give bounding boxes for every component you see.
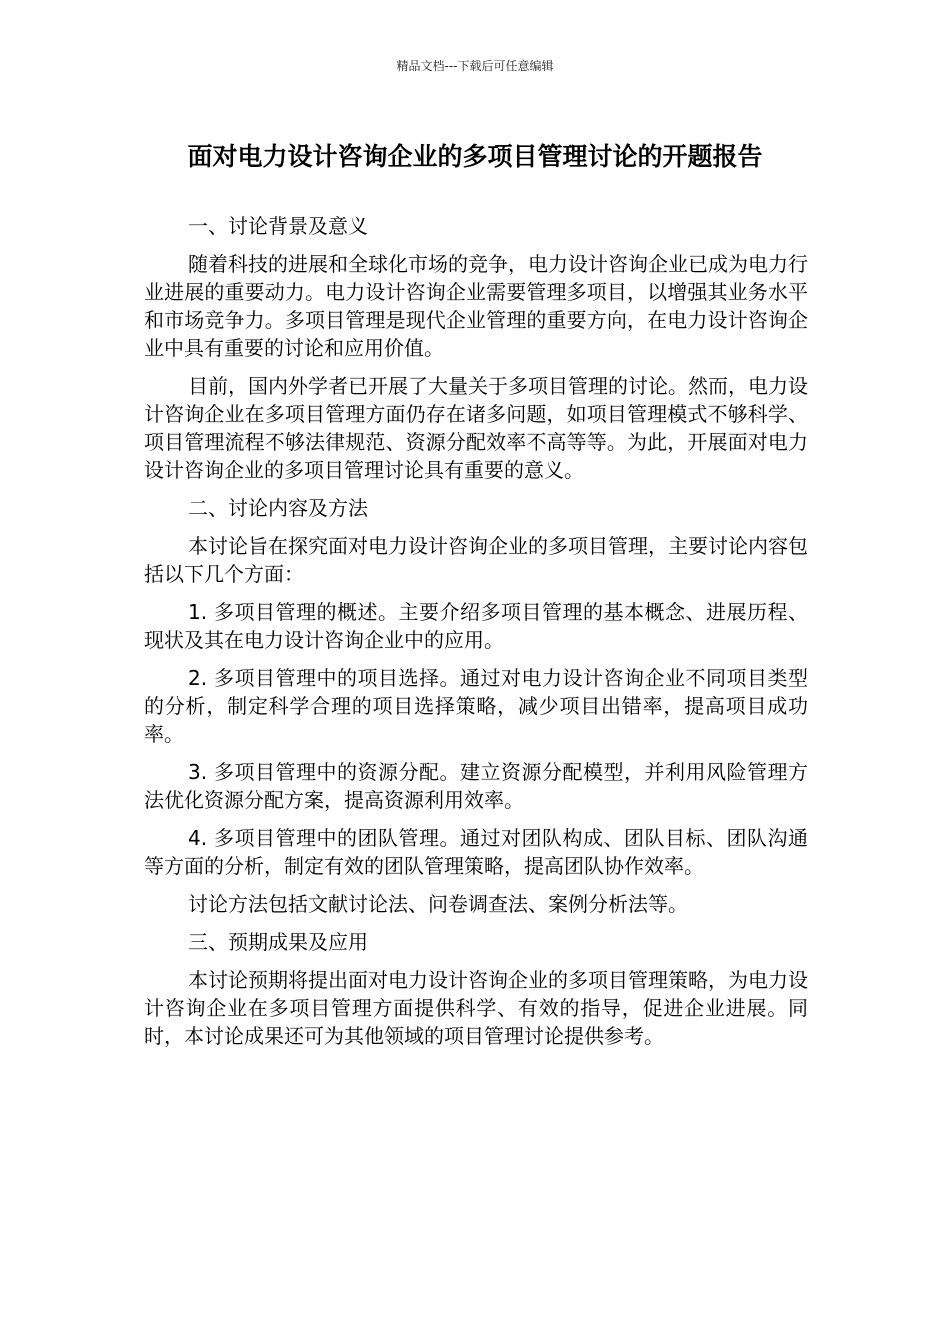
paragraph-background-2: 目前，国内外学者已开展了大量关于多项目管理的讨论。然而，电力设计咨询企业在多项目管理方面仍存在诸多问题，如项目管理模式不够科学、项目管理流程不够法律规范、资源分配效率不高等等。为此，开展面对电力设计咨询企业的多项目管理讨论具有重要的意义。 <box>144 374 808 482</box>
document-body <box>144 212 808 1060</box>
paragraph-content-item-3: 3. 多项目管理中的资源分配。建立资源分配模型，并利用风险管理方法优化资源分配方案，提高资源利用效率。 <box>144 760 808 812</box>
paragraph-background-1: 随着科技的进展和全球化市场的竞争，电力设计咨询企业已成为电力行业进展的重要动力。电力设计咨询企业需要管理多项目，以增强其业务水平和市场竞争力。多项目管理是现代企业管理的重要方向，在电力设计咨询企业中具有重要的讨论和应用价值。 <box>144 252 808 360</box>
paragraph-content-item-2: 2. 多项目管理中的项目选择。通过对电力设计咨询企业不同项目类型的分析，制定科学合理的项目选择策略，减少项目出错率，提高项目成功率。 <box>144 666 808 746</box>
paragraph-content-item-1: 1. 多项目管理的概述。主要介绍多项目管理的基本概念、进展历程、现状及其在电力设计咨询企业中的应用。 <box>144 600 808 652</box>
paragraph-content-intro: 本讨论旨在探究面对电力设计咨询企业的多项目管理，主要讨论内容包括以下几个方面： <box>144 534 808 586</box>
section-heading-content-methods: 二、讨论内容及方法 <box>188 496 368 520</box>
paragraph-expected-results: 本讨论预期将提出面对电力设计咨询企业的多项目管理策略，为电力设计咨询企业在多项目管理方面提供科学、有效的指导，促进企业进展。同时，本讨论成果还可为其他领域的项目管理讨论提供参考。 <box>144 968 808 1048</box>
paragraph-content-item-4: 4. 多项目管理中的团队管理。通过对团队构成、团队目标、团队沟通等方面的分析，制定有效的团队管理策略，提高团队协作效率。 <box>144 826 808 878</box>
paragraph-content-methods: 讨论方法包括文献讨论法、问卷调查法、案例分析法等。 <box>188 892 688 916</box>
section-heading-expected-results: 三、预期成果及应用 <box>188 930 368 954</box>
document-title: 面对电力设计咨询企业的多项目管理讨论的开题报告 <box>187 142 763 171</box>
section-heading-background: 一、讨论背景及意义 <box>188 214 368 238</box>
page-header-note: 精品文档---下载后可任意编辑 <box>396 59 554 73</box>
